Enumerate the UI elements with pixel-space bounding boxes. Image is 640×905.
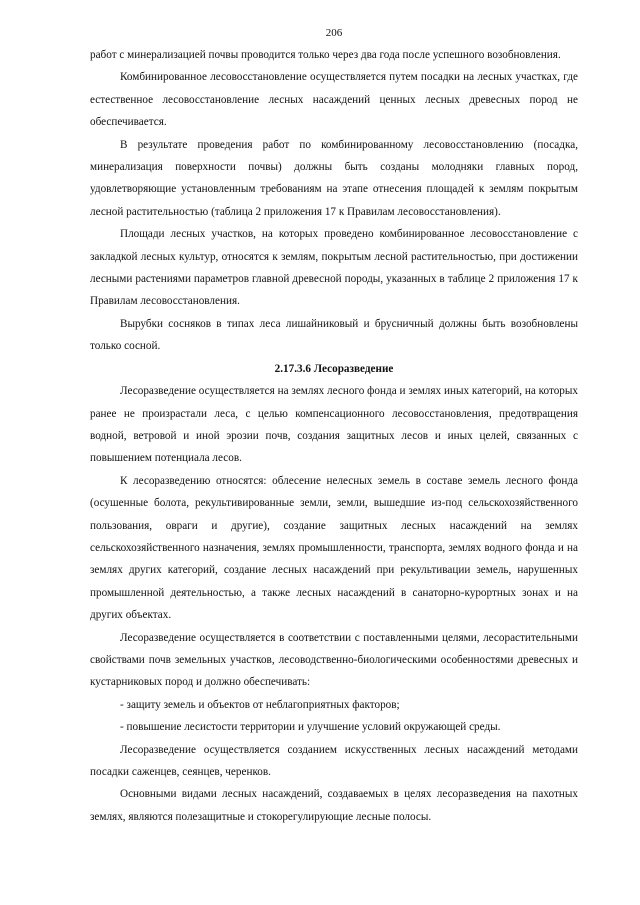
paragraph-afforestation-requirements: Лесоразведение осуществляется в соответствии с поставленными целями, лесорастительными свойствами почв земельных участков, лесоводственно-биологическими особенностями древесных и кустарниковых пород и должно обеспечивать: [90, 631, 578, 689]
document-page [90, 26, 578, 828]
paragraph-combined-results: В результате проведения работ по комбинированному лесовосстановлению (посадка, минерализация поверхности почвы) должны быть созданы молодняки главных пород, удовлетворяющие установленным требованиям на этапе отнесения площадей к землям покрытым лесной растительностью (таблица 2 приложения 17 к Правилам лесовосстановления). [90, 138, 578, 218]
paragraph-pine-clearings: Вырубки сосняков в типах леса лишайниковый и брусничный должны быть возобновлены только сосной. [90, 317, 578, 353]
paragraph-combined-reforestation: Комбинированное лесовосстановление осуществляется путем посадки на лесных участках, где естественное лесовосстановление лесных насаждений ценных лесных древесных пород не обеспечивается. [90, 71, 578, 129]
page-number: 206 [325, 27, 343, 39]
paragraph-afforestation-types: К лесоразведению относятся: облесение нелесных земель в составе земель лесного фонда (осушенные болота, рекультивированные земли, земли, вышедшие из-под сельскохозяйственного пользования, овраги и другие), создание защитных лесных насаждений на землях сельскохозяйственного назначения, землях промышленности, транспорта, землях водного фонда и на землях других категорий, создание лесных насаждений при рекультивации земель, нарушенных промышленной деятельностью, а также лесных насаждений в санаторно-курортных зонах и на других объектах. [90, 474, 578, 622]
paragraph-plantation-types: Основными видами лесных насаждений, создаваемых в целях лесоразведения на пахотных землях, являются полезащитные и стокорегулирующие лесные полосы. [90, 788, 578, 823]
paragraph-forest-plots: Площади лесных участков, на которых проведено комбинированное лесовосстановление с закладкой лесных культур, относятся к землям, покрытым лесной растительностью, при достижении лесными растениями параметров главной древесной породы, указанных в таблице 2 приложения 17 к Правилам лесовосстановления. [90, 228, 578, 308]
list-item-land-protection: - защиту земель и объектов от неблагоприятных факторов; [120, 698, 400, 711]
section-heading: 2.17.3.6 Лесоразведение [274, 362, 394, 375]
list-item-forest-cover: - повышение лесистости территории и улучшение условий окружающей среды. [120, 721, 501, 734]
paragraph-continuation: работ с минерализацией почвы проводится только через два года после успешного возобновления. [90, 49, 561, 61]
paragraph-afforestation-definition: Лесоразведение осуществляется на землях лесного фонда и землях иных категорий, на которых ранее не произрастали леса, с целью компенсационного лесовосстановления, предотвращения водной, ветровой и иной эрозии почв, создания защитных лесов и иных целей, связанных с повышением потенциала лесов. [90, 385, 578, 465]
paragraph-afforestation-methods: Лесоразведение осуществляется созданием искусственных лесных насаждений методами посадки саженцев, сеянцев, черенков. [90, 743, 578, 778]
